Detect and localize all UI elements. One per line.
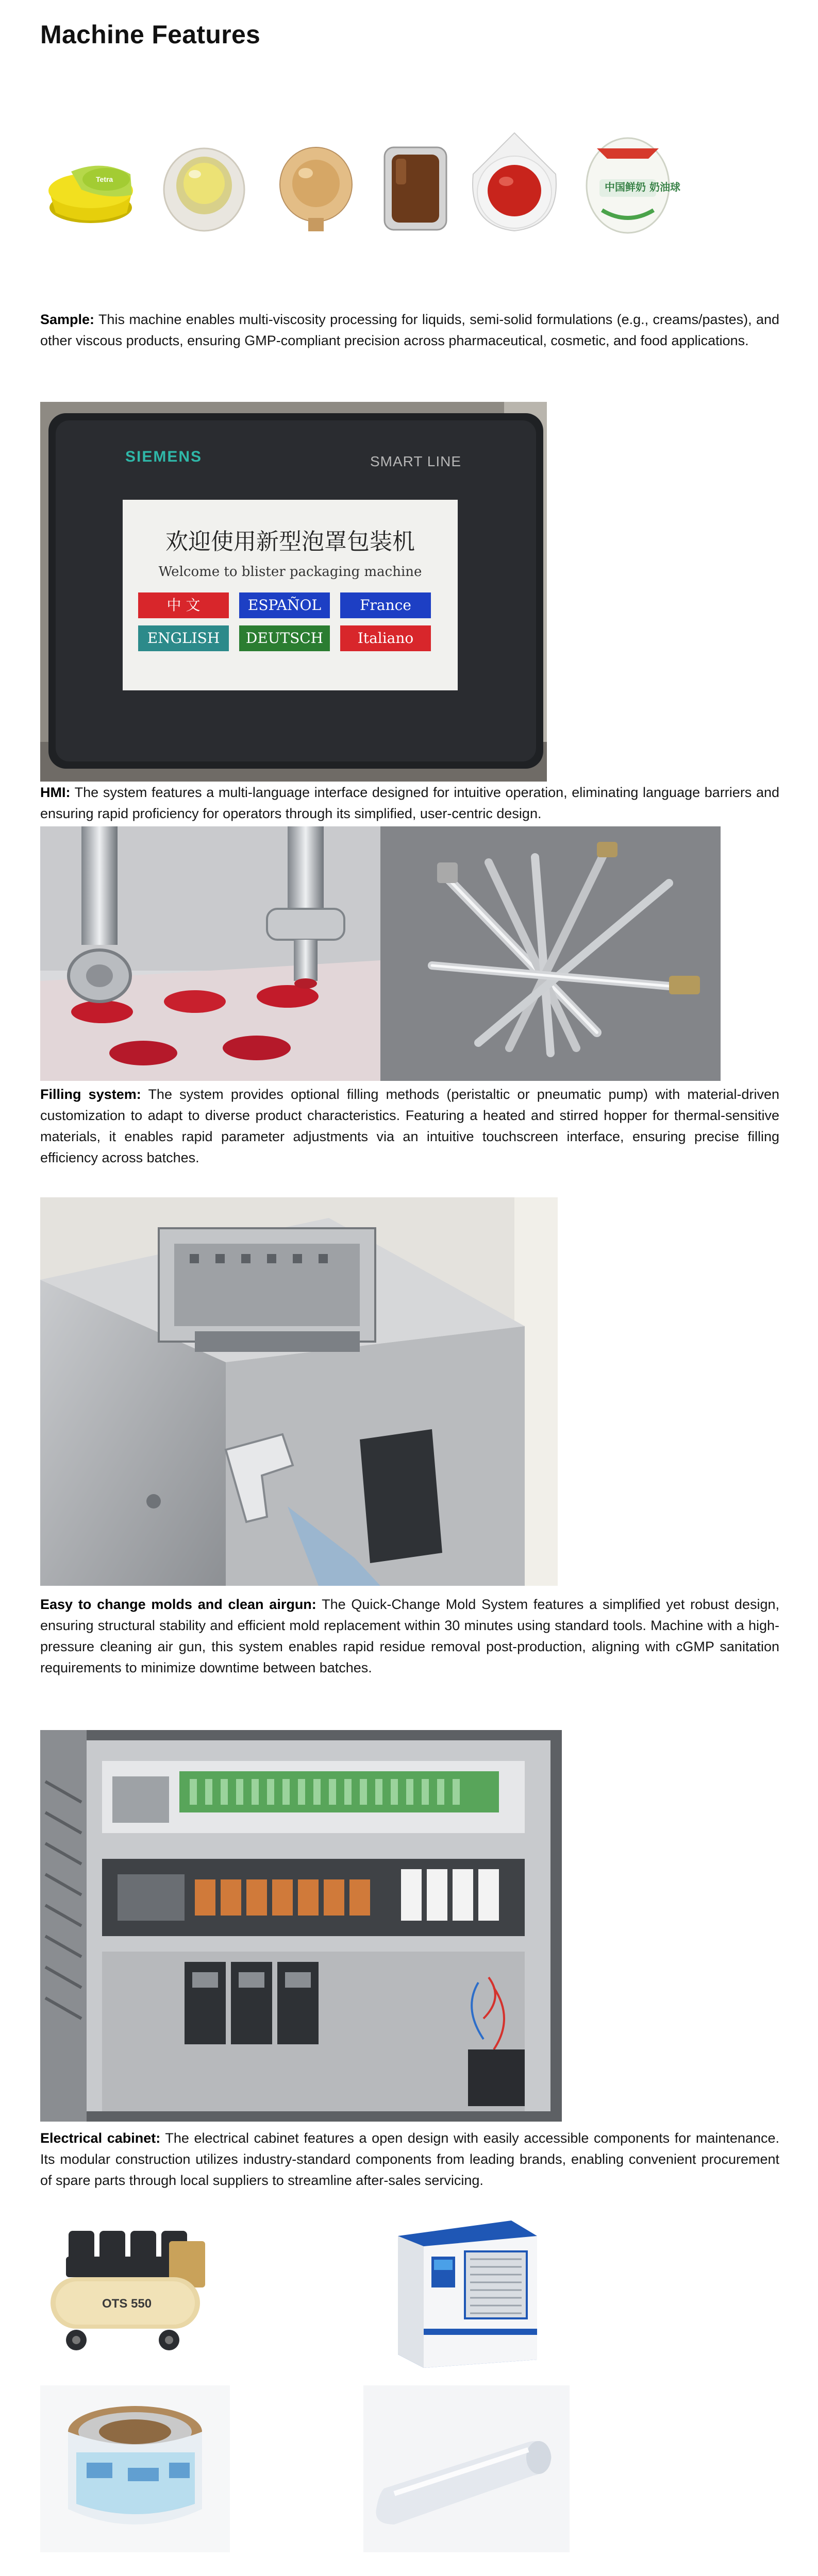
hmi-lang-italian[interactable]	[340, 625, 431, 651]
electrical-heading: Electrical cabinet:	[40, 2130, 161, 2146]
electrical-paragraph	[40, 2128, 779, 2191]
hmi-brand: SIEMENS	[125, 448, 203, 465]
hmi-welcome-cn: 欢迎使用新型泡罩包装机	[165, 529, 415, 555]
sample-cup-yellow	[48, 166, 133, 223]
hmi-lang-france[interactable]	[340, 592, 431, 618]
hmi-lang-label: 中 文	[166, 597, 201, 614]
sample-cup-clear	[164, 148, 244, 231]
hmi-paragraph	[40, 782, 779, 824]
hmi-lang-spanish[interactable]	[239, 592, 330, 618]
packaging-film-roll-photo	[40, 2385, 230, 2552]
hmi-lang-label: ESPAÑOL	[247, 597, 322, 614]
hmi-text: The system features a multi-language interface designed for intuitive operation, eliminating language barriers and ensuring rapid proficiency for operators through its simplified, user-centric design.	[40, 785, 780, 821]
air-compressor-photo	[40, 2221, 210, 2354]
hmi-lang-chinese[interactable]	[138, 592, 229, 618]
mold-heading: Easy to change molds and clean airgun:	[40, 1597, 316, 1612]
sample-cup-label: Tetra	[96, 175, 113, 183]
hmi-photo	[40, 402, 547, 782]
hmi-lang-german[interactable]	[239, 625, 330, 651]
electrical-cabinet-photo	[40, 1730, 562, 2122]
hmi-welcome-en: Welcome to blister packaging machine	[158, 564, 422, 580]
hmi-lang-label: ENGLISH	[147, 630, 220, 647]
hmi-lang-label: Italiano	[357, 630, 414, 647]
filling-heading: Filling system:	[40, 1087, 141, 1102]
mold-airgun-photo	[40, 1197, 558, 1586]
filling-text: The system provides optional filling methods (peristaltic or pneumatic pump) with material-driven customization to adapt to diverse product characteristics. Featuring a heated and stirred hopper for thermal-sensitive materials, it enables rapid parameter adjustments via an intuitive touchscreen interface, ensuring precise filling efficiency across batches.	[40, 1087, 779, 1165]
sample-cup-peach	[280, 147, 352, 231]
industrial-chiller-photo	[388, 2215, 545, 2370]
hmi-lang-label: DEUTSCH	[245, 630, 324, 647]
mold-text: The Quick-Change Mold System features a simplified yet robust design, ensuring structural stability and efficient mold replacement within 30 minutes using standard tools. Machine with a high-pressure cleaning air gun, this system enables rapid residue removal post-production, aligning with cGMP sanitation requirements to minimize downtime between batches.	[40, 1597, 779, 1675]
compressor-brand: OTS 550	[102, 2297, 152, 2311]
filling-needles-photo	[380, 826, 721, 1081]
sample-cup-text: 中国鲜奶 奶油球	[605, 181, 680, 193]
sample-cup-red	[473, 133, 556, 231]
hmi-line: SMART LINE	[370, 453, 462, 469]
filling-paragraph	[40, 1084, 779, 1168]
sample-text: This machine enables multi-viscosity processing for liquids, semi-solid formulations (e.g., creams/pastes), and other viscous products, ensuring GMP-compliant precision across pharmaceutical, cosmetic, and food applications.	[40, 312, 779, 348]
hmi-lang-label: France	[360, 597, 411, 614]
sample-cup-brown	[385, 147, 446, 230]
hmi-heading: HMI:	[40, 785, 71, 800]
hmi-lang-english[interactable]	[138, 625, 229, 651]
mold-paragraph	[40, 1594, 779, 1679]
sample-products-image	[40, 123, 680, 251]
filling-nozzles-photo	[40, 826, 380, 1081]
sample-cup-cream	[587, 138, 680, 233]
page-title: Machine Features	[40, 20, 261, 49]
pvc-sheet-photo	[363, 2385, 570, 2552]
electrical-text: The electrical cabinet features a open design with easily accessible components for maintenance. Its modular construction utilizes industry-standard components from leading brands, enabling convenient procurement of spare parts through local suppliers to streamline after-sales servicing.	[40, 2130, 779, 2188]
sample-heading: Sample:	[40, 312, 95, 327]
sample-paragraph	[40, 309, 779, 351]
